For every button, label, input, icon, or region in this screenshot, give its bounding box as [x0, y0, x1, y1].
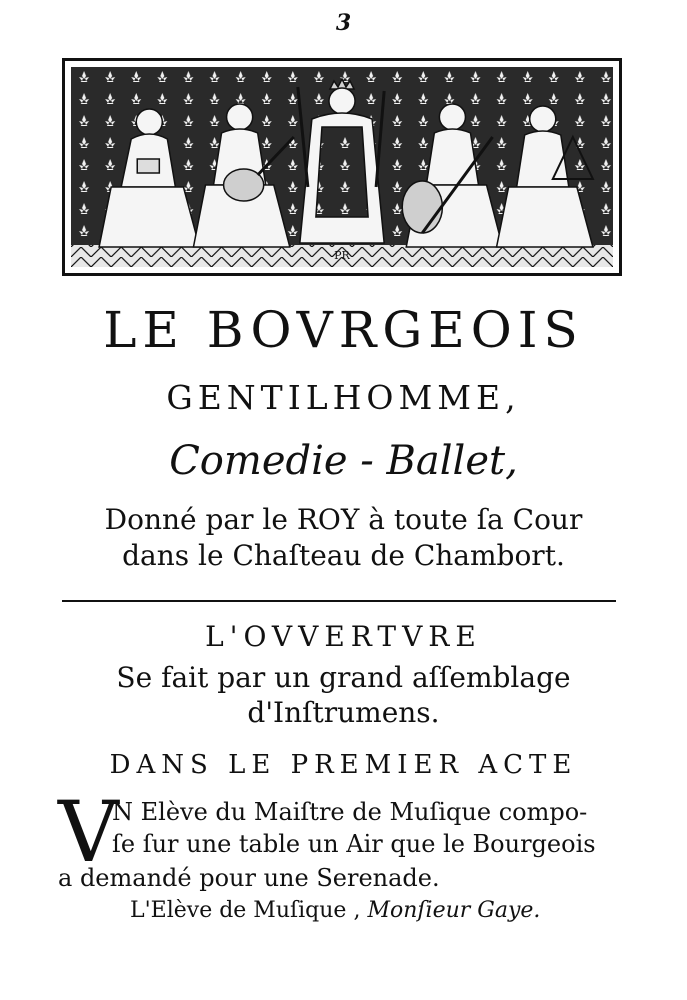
banner-engraving [71, 67, 613, 267]
overture-line-1: Se fait par un grand aſſemblage [116, 661, 571, 694]
play-title: LE BOVRGEOIS [103, 301, 584, 359]
act-heading: DANS LE PREMIER ACTE [109, 750, 578, 780]
banner-initials: PR [334, 249, 350, 262]
drop-cap: V [58, 783, 119, 881]
page-number: 3 [335, 10, 352, 36]
play-subtitle: GENTILHOMME, [166, 378, 521, 417]
overture-heading: L'OVVERTVRE [205, 620, 482, 653]
act-text-line-2: ſe ſur une table un Air que le Bourgeois [112, 830, 596, 858]
cast-line [130, 898, 540, 923]
overture-description [0, 660, 687, 730]
performance-line-1: Donné par le ROY à toute ſa Cour [104, 503, 583, 536]
act-text-line-1: N Elève du Maiſtre de Muſique compo- [112, 798, 588, 826]
section-divider [62, 600, 616, 602]
act-text-line-3: a demandé pour une Serenade. [58, 864, 440, 892]
overture-line-2: d'Inſtrumens. [247, 696, 440, 729]
cast-actor: Monſieur Gaye. [367, 898, 541, 923]
engraved-banner [62, 58, 622, 276]
play-genre: Comedie - Ballet, [169, 438, 518, 484]
performance-note [0, 502, 687, 574]
performance-line-2: dans le Chaſteau de Chambort. [122, 539, 565, 572]
cast-role: L'Elève de Muſique , [130, 898, 361, 923]
